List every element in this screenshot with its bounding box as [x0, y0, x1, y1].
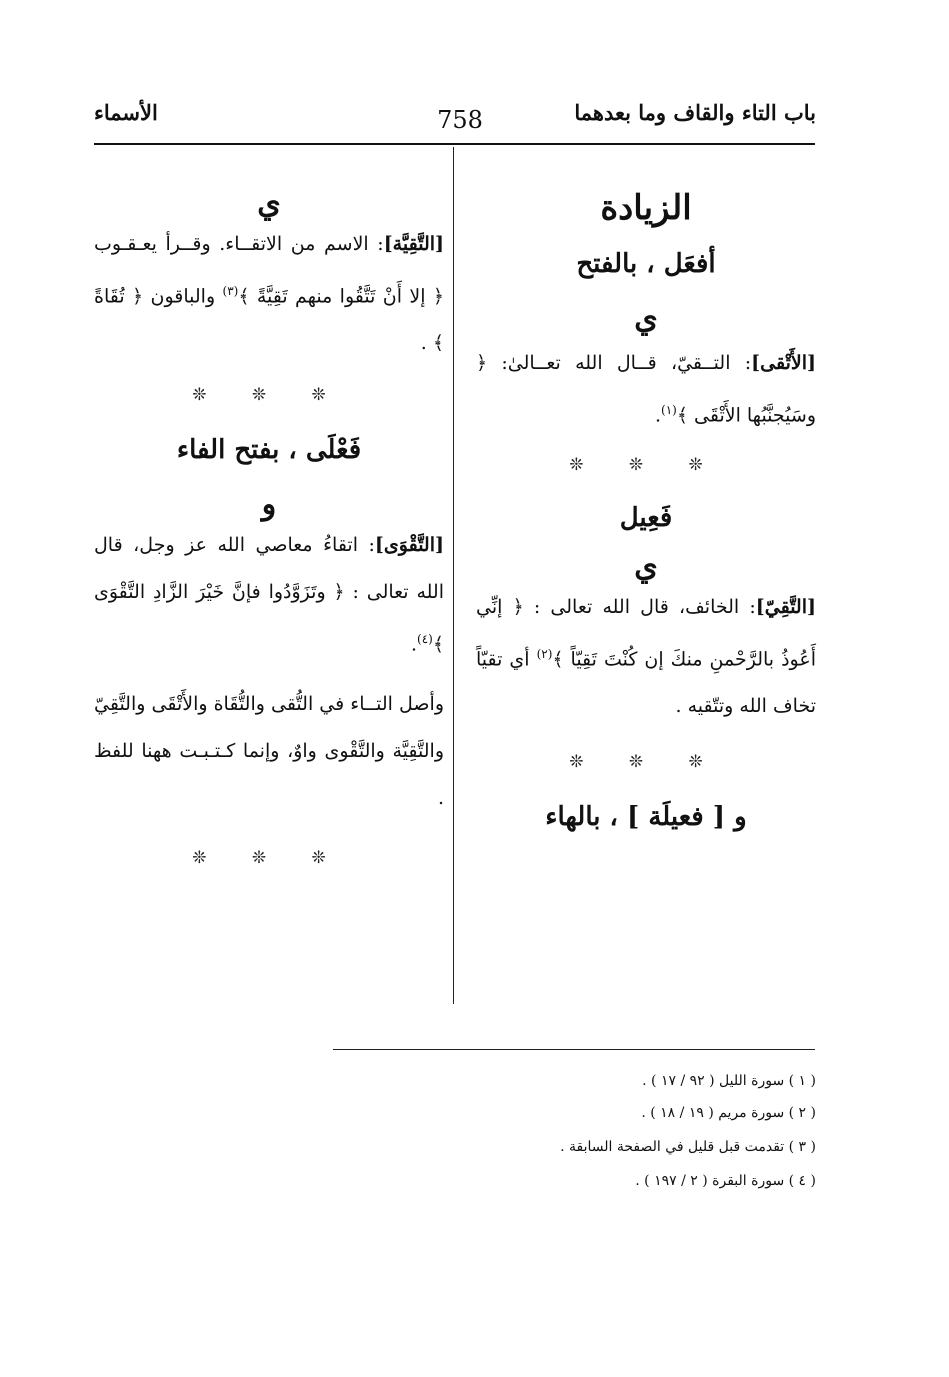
root-letter-heading: ي	[257, 186, 281, 221]
entry-headword: [التَّقِيَّة]	[383, 233, 444, 255]
footnote-4: ( ٤ ) سورة البقرة ( ٢ / ١٩٧ ) .	[635, 1173, 816, 1189]
section-separator: ❊ ❊ ❊	[192, 847, 346, 868]
footnote-rule	[333, 1049, 815, 1050]
root-letter-heading: ي	[634, 300, 658, 336]
pattern-heading-fail: فَعِيل	[619, 503, 673, 534]
footnote-2: ( ٢ ) سورة مريم ( ١٩ / ١٨ ) .	[641, 1105, 816, 1121]
entry-end: .	[410, 633, 418, 656]
quran-quote: ﴿ وسَيُجنَّبُها الأَتْقَى ﴾	[476, 351, 816, 427]
heading-prefix: و [	[712, 802, 747, 833]
entry-alatqa	[476, 340, 816, 439]
entry-end: .	[654, 404, 661, 427]
heading-pattern: فعيلَة	[648, 802, 704, 833]
footnote-3: ( ٣ ) تقدمت قبل قليل في الصفحة السابقة .	[560, 1139, 816, 1155]
footnote-ref: (١)	[661, 402, 677, 417]
entry-definition: : الخائف، قال الله تعالى : ﴿ إنِّي أَعُوذُ بالرَّحْمنِ منكَ إن كُنْتَ تَقِيّاً ﴾	[476, 596, 816, 671]
running-header-section: الأسماء	[94, 100, 158, 125]
entry-altaqiyya	[94, 221, 444, 367]
section-separator: ❊ ❊ ❊	[569, 455, 723, 476]
entry-headword: [الأَتْقى]	[751, 351, 816, 374]
section-separator: ❊ ❊ ❊	[192, 385, 346, 406]
entry-end: والباقون ﴿ تُقَاةً ﴾ .	[94, 285, 444, 355]
footnote-1: ( ١ ) سورة الليل ( ٩٢ / ١٧ ) .	[642, 1073, 816, 1089]
page-number: 758	[437, 106, 483, 134]
entry-altaqi	[476, 584, 816, 730]
left-column	[94, 150, 444, 868]
pattern-heading-falla: فَعْلَى ، بفتح الفاء	[176, 435, 362, 466]
note-paragraph: وأصل التــاء في التُّقى والتُّقَاة والأَتْقَى والتَّقِيّ والتَّقِيَّة والتَّقْوى واوٌ، وإنما كـتـبـت ههنا للفظ .	[94, 692, 444, 809]
entry-altaqwa	[94, 522, 444, 668]
pattern-heading-afal: أفعَل ، بالفتح	[576, 248, 716, 279]
entry-definition: : التــقيّ، قــال الله تعــالىٰ:	[501, 351, 752, 374]
entry-explanation: أي تقيّاً تخاف الله وتتّقيه .	[476, 648, 816, 718]
footnote-ref: (٣)	[222, 284, 239, 298]
header-rule	[94, 143, 815, 145]
entry-headword: [التَّقْوَى]	[374, 534, 444, 557]
running-header-chapter: باب التاء والقاف وما بعدهما	[574, 100, 816, 125]
footnote-ref: (٤)	[417, 632, 433, 647]
pattern-heading-faila	[476, 802, 816, 832]
entry-definition: : الاسم من الاتقــاء. وقــرأ يعـقـوب ﴿ إلا أَنْ تَتَّقُوا منهم تَقِيَّةً ﴾	[94, 233, 444, 308]
right-column	[476, 150, 816, 832]
footnote-ref: (٢)	[536, 647, 553, 662]
entry-definition: : اتقاءُ معاصي الله عز وجل، قال الله تعالى : ﴿ وتَزَوَّدُوا فإنَّ خَيْرَ الزَّادِ التَّقْوَى ﴾	[94, 534, 444, 656]
column-divider	[453, 147, 454, 1004]
entry-headword: [التَّقِيّ]	[755, 596, 816, 619]
section-separator: ❊ ❊ ❊	[569, 752, 723, 773]
section-title: الزيادة	[600, 188, 692, 228]
root-letter-heading: و	[261, 487, 277, 523]
heading-suffix: ] ، بالهاء	[545, 802, 640, 833]
root-letter-heading: ي	[634, 549, 658, 585]
